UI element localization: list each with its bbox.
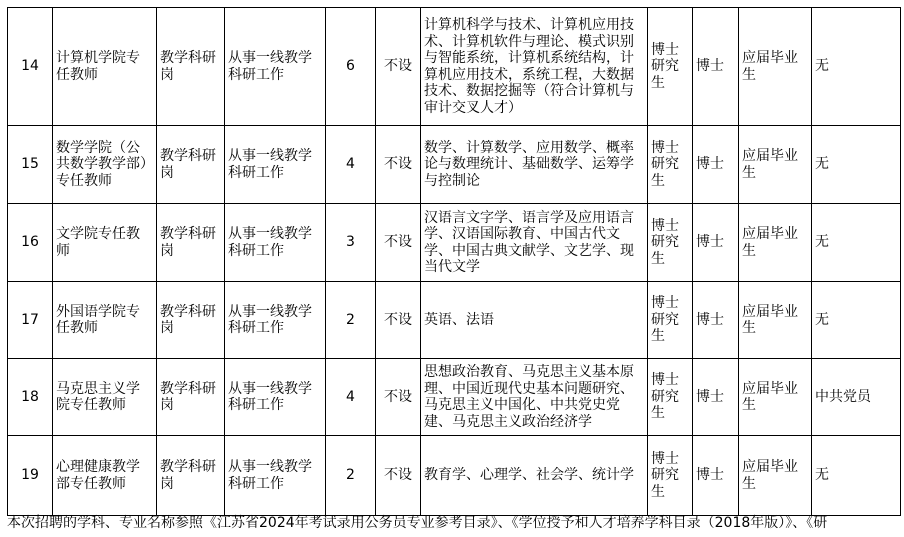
degree-cell: 博士: [693, 204, 739, 282]
education-cell: 博士研究生: [648, 8, 693, 126]
education-cell: 博士研究生: [648, 126, 693, 204]
majors-cell: 汉语言文字学、语言学及应用语言学、汉语国际教育、中国古代文学、中国古典文献学、文艺学、现当代文学: [421, 204, 648, 282]
degree-cell: 博士: [693, 8, 739, 126]
table-row: [8, 436, 901, 516]
political-status-cell: 无: [812, 8, 901, 126]
candidate-source-cell: 应届毕业生: [739, 436, 812, 516]
education-cell: 博士研究生: [648, 359, 693, 436]
age-limit-cell: 不设: [376, 8, 421, 126]
age-limit-cell: 不设: [376, 282, 421, 359]
row-number: 14: [8, 8, 53, 126]
degree-cell: 博士: [693, 282, 739, 359]
candidate-source-cell: 应届毕业生: [739, 359, 812, 436]
recruitment-table: [7, 7, 901, 516]
political-status-cell: 无: [812, 126, 901, 204]
political-status-cell: 中共党员: [812, 359, 901, 436]
education-cell: 博士研究生: [648, 436, 693, 516]
table-row: [8, 8, 901, 126]
row-number: 15: [8, 126, 53, 204]
political-status-cell: 无: [812, 282, 901, 359]
age-limit-cell: 不设: [376, 359, 421, 436]
table-row: [8, 126, 901, 204]
duty-cell: 从事一线教学科研工作: [225, 282, 326, 359]
majors-cell: 英语、法语: [421, 282, 648, 359]
position-category-cell: 教学科研岗: [157, 436, 225, 516]
row-number: 17: [8, 282, 53, 359]
majors-cell: 教育学、心理学、社会学、统计学: [421, 436, 648, 516]
row-number: 18: [8, 359, 53, 436]
candidate-source-cell: 应届毕业生: [739, 126, 812, 204]
headcount-cell: 3: [326, 204, 376, 282]
headcount-cell: 2: [326, 282, 376, 359]
headcount-cell: 4: [326, 126, 376, 204]
duty-cell: 从事一线教学科研工作: [225, 8, 326, 126]
headcount-cell: 2: [326, 436, 376, 516]
age-limit-cell: 不设: [376, 436, 421, 516]
duty-cell: 从事一线教学科研工作: [225, 359, 326, 436]
table-row: [8, 204, 901, 282]
table-row: [8, 282, 901, 359]
department-cell: 文学院专任教师: [53, 204, 157, 282]
degree-cell: 博士: [693, 359, 739, 436]
department-cell: 数学学院（公共数学教学部）专任教师: [53, 126, 157, 204]
table-row: [8, 359, 901, 436]
political-status-cell: 无: [812, 436, 901, 516]
candidate-source-cell: 应届毕业生: [739, 8, 812, 126]
position-category-cell: 教学科研岗: [157, 359, 225, 436]
duty-cell: 从事一线教学科研工作: [225, 126, 326, 204]
row-number: 19: [8, 436, 53, 516]
department-cell: 外国语学院专任教师: [53, 282, 157, 359]
position-category-cell: 教学科研岗: [157, 282, 225, 359]
department-cell: 计算机学院专任教师: [53, 8, 157, 126]
majors-cell: 计算机科学与技术、计算机应用技术、计算机软件与理论、模式识别与智能系统，计算机系统结构，计算机应用技术，系统工程，大数据技术、数据挖掘等（符合计算机与审计交叉人才）: [421, 8, 648, 126]
department-cell: 马克思主义学院专任教师: [53, 359, 157, 436]
education-cell: 博士研究生: [648, 282, 693, 359]
position-category-cell: 教学科研岗: [157, 126, 225, 204]
political-status-cell: 无: [812, 204, 901, 282]
footnote: 本次招聘的学科、专业名称参照《江苏省2024年考试录用公务员专业参考目录》、《学位授予和人才培养学科目录（2018年版）》、《研: [7, 515, 828, 531]
duty-cell: 从事一线教学科研工作: [225, 436, 326, 516]
degree-cell: 博士: [693, 126, 739, 204]
degree-cell: 博士: [693, 436, 739, 516]
headcount-cell: 4: [326, 359, 376, 436]
majors-cell: 思想政治教育、马克思主义基本原理、中国近现代史基本问题研究、马克思主义中国化、中共党史党建、马克思主义政治经济学: [421, 359, 648, 436]
duty-cell: 从事一线教学科研工作: [225, 204, 326, 282]
department-cell: 心理健康教学部专任教师: [53, 436, 157, 516]
row-number: 16: [8, 204, 53, 282]
headcount-cell: 6: [326, 8, 376, 126]
position-category-cell: 教学科研岗: [157, 204, 225, 282]
candidate-source-cell: 应届毕业生: [739, 282, 812, 359]
position-category-cell: 教学科研岗: [157, 8, 225, 126]
education-cell: 博士研究生: [648, 204, 693, 282]
majors-cell: 数学、计算数学、应用数学、概率论与数理统计、基础数学、运筹学与控制论: [421, 126, 648, 204]
candidate-source-cell: 应届毕业生: [739, 204, 812, 282]
age-limit-cell: 不设: [376, 204, 421, 282]
age-limit-cell: 不设: [376, 126, 421, 204]
